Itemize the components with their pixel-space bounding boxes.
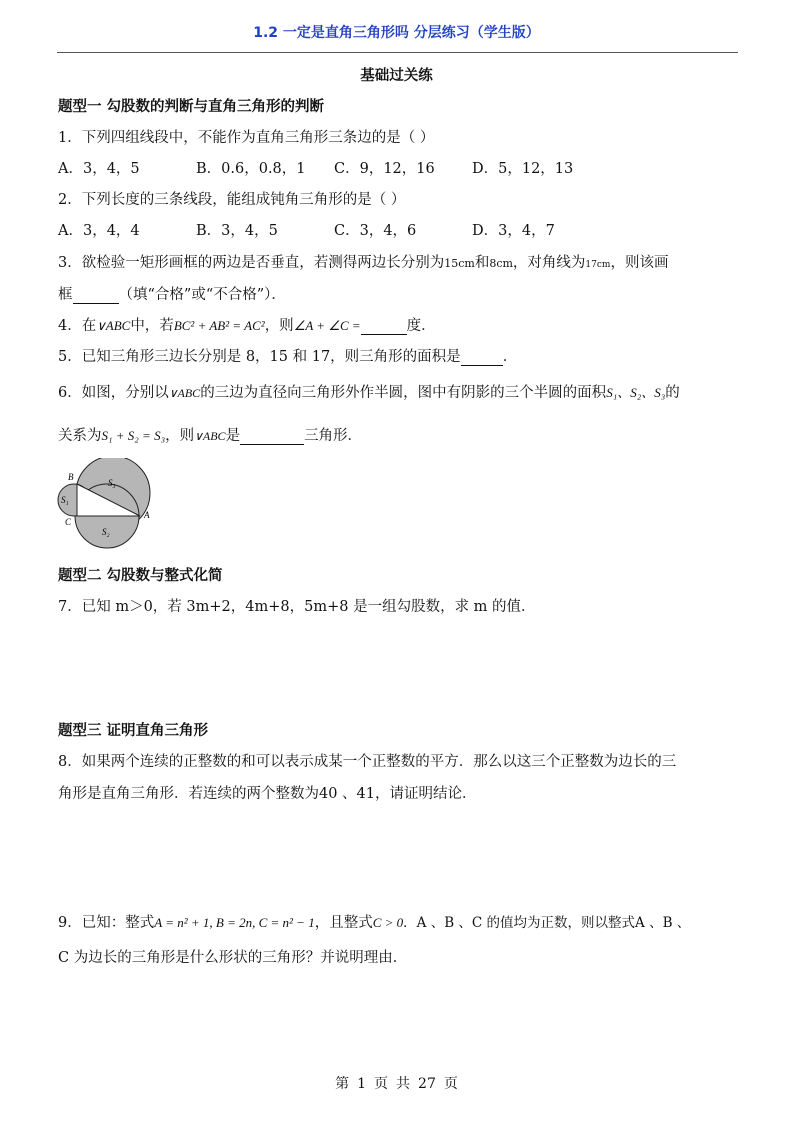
page-number: 1 [357, 1076, 367, 1092]
q9-text-3: ．A 、B 、C 的值均为正数，则以整式A 、B 、 [403, 915, 691, 931]
question-6-line-1 [58, 381, 680, 402]
label-s2: S₂ [102, 527, 110, 537]
q1-option-b: B．0.6，0.8，1 [196, 161, 306, 177]
q3-diagonal: 17cm [585, 260, 611, 270]
q4-text-2: 中，若 [130, 318, 174, 334]
q6-text-7: 三角形． [304, 428, 363, 444]
q3-text: 3．欲检验一矩形画框的两边是否垂直，若测得两边长分别为 [58, 255, 445, 271]
q3-and: 和 [474, 255, 490, 271]
label-b: B [68, 472, 74, 482]
label-c: C [65, 517, 72, 527]
q1-option-d: D．5，12，13 [472, 161, 574, 177]
q5-text: 5．已知三角形三边长分别是 8，15 和 17，则三角形的面积是 [58, 349, 461, 365]
topic-heading-3: 题型三 证明直角三角形 [58, 723, 209, 739]
question-4 [58, 314, 436, 335]
q6-text-2: 的三边为直径向三角形外作半圆，图中有阴影的三个半圆的面积 [200, 385, 607, 401]
q4-text-3: ，则 [264, 318, 294, 334]
q4-text: 4．在 [58, 318, 97, 334]
question-9-line-2: C 为边长的三角形是什么形状的三角形？并说明理由． [58, 950, 408, 966]
q3-text-4: 框 [58, 287, 73, 303]
question-2-options [58, 219, 555, 240]
question-3-line-1 [58, 251, 668, 272]
q2-option-a: A．3，4，4 [58, 223, 140, 239]
q6-triangle: ∨ABC [168, 386, 201, 400]
q6-text-4: 关系为 [58, 428, 102, 444]
q6-areas: S₁、S₂、S₃ [606, 385, 666, 400]
q9-condition: C > 0 [372, 915, 404, 930]
document-title: 1.2 一定是直角三角形吗 分层练习（学生版） [253, 25, 540, 41]
question-1-options [58, 157, 573, 178]
question-2-stem: 2．下列长度的三条线段，能组成钝角三角形的是（ ） [58, 192, 406, 208]
q9-text-2: ，且整式 [314, 915, 373, 931]
label-s1: S₁ [61, 495, 69, 505]
question-8-line-1: 8．如果两个连续的正整数的和可以表示成某一个正整数的平方．那么以这三个正整数为边长的三 [58, 754, 677, 770]
q6-answer-blank [240, 428, 304, 445]
q3-text-2: ，对角线为 [512, 255, 586, 271]
q6-text-5: ，则 [165, 428, 195, 444]
header-divider [57, 52, 738, 53]
footer-text-4: 页 [443, 1076, 458, 1092]
q3-length-1: 15cm [444, 257, 475, 270]
question-1-stem: 1．下列四组线段中，不能作为直角三角形三条边的是（ ） [58, 130, 435, 146]
footer-text-2: 页 [374, 1076, 389, 1092]
question-8-line-2: 角形是直角三角形．若连续的两个整数为40 、41，请证明结论． [58, 786, 477, 802]
q1-option-a: A．3，4，5 [58, 161, 140, 177]
question-3-line-2 [58, 283, 286, 304]
footer-text: 第 [335, 1076, 350, 1092]
topic-heading-1: 题型一 勾股数的判断与直角三角形的判断 [58, 99, 325, 115]
q3-text-3: ，则该画 [610, 255, 669, 271]
q2-option-c: C．3，4，6 [334, 223, 417, 239]
q3-answer-blank [73, 287, 119, 304]
question-5 [58, 345, 517, 366]
page-footer [0, 1073, 793, 1093]
label-a: A [144, 510, 150, 520]
q6-text: 6．如图，分别以 [58, 385, 169, 401]
q3-length-2: 8cm [489, 257, 513, 270]
q5-end: ． [502, 349, 518, 365]
q4-triangle: ∨ABC [96, 318, 131, 333]
topic-heading-2: 题型二 勾股数与整式化简 [58, 568, 223, 584]
q2-option-d: D．3，4，7 [472, 223, 555, 239]
q6-relation: S₁ + S₂ = S₃ [101, 428, 166, 443]
question-7: 7．已知 m＞0，若 3m+2，4m+8，5m+8 是一组勾股数，求 m 的值． [58, 599, 536, 615]
q3-text-5: （填“合格”或“不合格”）． [118, 287, 286, 303]
q4-angle-sum: ∠A + ∠C = [293, 318, 361, 333]
footer-text-3: 共 [396, 1076, 411, 1092]
q2-option-b: B．3，4，5 [196, 223, 278, 239]
q6-triangle-2: ∨ABC [194, 429, 226, 443]
q4-text-4: 度． [406, 318, 436, 334]
question-6-line-2 [58, 424, 362, 445]
q6-text-3: 的 [665, 385, 680, 401]
question-9-line-1 [58, 911, 690, 932]
q6-text-6: 是 [225, 428, 241, 444]
q1-option-c: C．9，12，16 [334, 161, 435, 177]
q9-expressions: A = n² + 1, B = 2n, C = n² − 1 [154, 915, 315, 930]
q4-answer-blank [361, 318, 407, 335]
label-s3: S₃ [108, 478, 116, 488]
q4-equation: BC² + AB² = AC² [173, 318, 265, 333]
q9-text: 9．已知：整式 [58, 915, 155, 931]
section-heading: 基础过关练 [360, 68, 433, 84]
page-total: 27 [418, 1076, 436, 1092]
q5-answer-blank [461, 349, 503, 366]
semicircle-figure [52, 458, 162, 553]
